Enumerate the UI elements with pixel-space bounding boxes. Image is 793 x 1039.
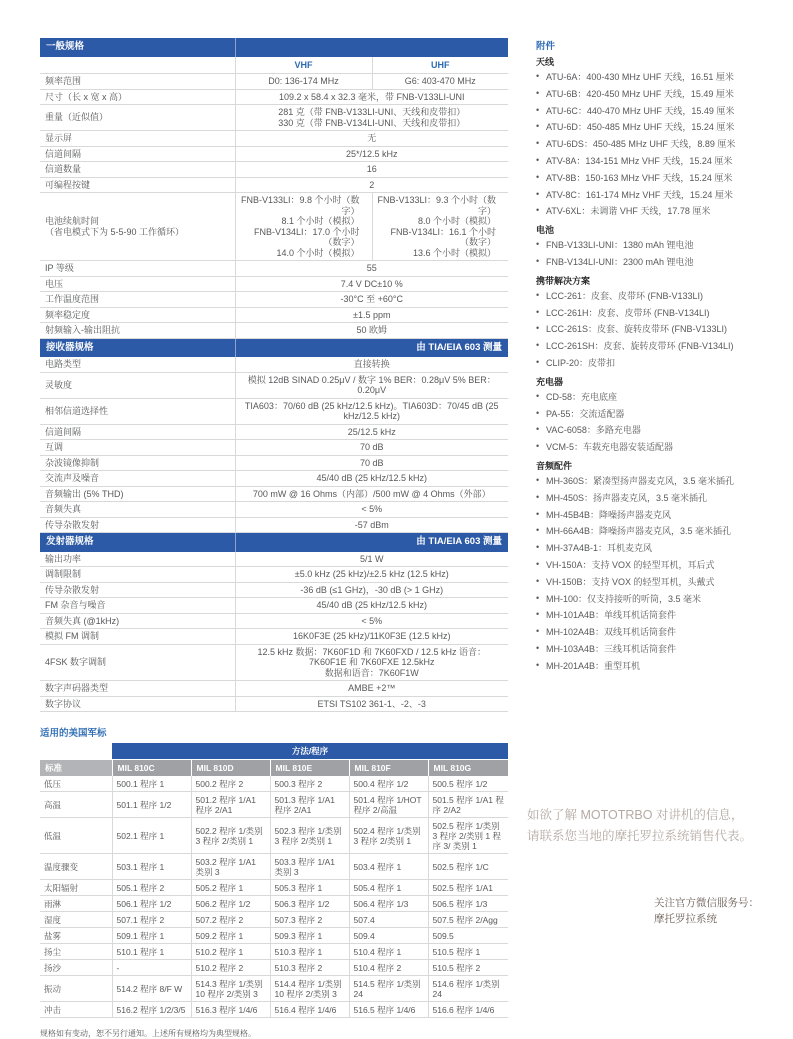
mil-cell: 509.2 程序 1 [191, 928, 270, 944]
bullet-icon: • [536, 542, 540, 553]
accessory-item: • FNB-V134LI-UNI：2300 mAh 锂电池 [536, 255, 694, 267]
mil-row [40, 1002, 508, 1018]
bullet-icon: • [536, 188, 540, 199]
mil-row-label: 太阳辐射 [40, 880, 112, 896]
mil-row [40, 976, 508, 1002]
mil-cell: 507.1 程序 2 [112, 912, 191, 928]
accessories-groups [536, 55, 784, 672]
mil-cell: - [112, 960, 191, 976]
bullet-icon: • [536, 491, 540, 502]
spec-row [40, 323, 508, 339]
spec-row [40, 276, 508, 292]
bullet-icon: • [536, 171, 540, 182]
accessory-item: • MH-100：仅支持接听的听筒，3.5 毫米 [536, 592, 702, 604]
spec-label: 电压 [40, 276, 235, 292]
spec-value: 25/12.5 kHz [235, 424, 508, 440]
spec-value: 45/40 dB (25 kHz/12.5 kHz) [235, 471, 508, 487]
mil-cell: 502.1 程序 1 [112, 818, 191, 854]
mil-cell: 516.5 程序 1/4/6 [349, 1002, 428, 1018]
mil-cell: 510.4 程序 1 [349, 944, 428, 960]
mil-cell: 503.3 程序 1/A1 类别 3 [270, 854, 349, 880]
spec-label: 交流声及噪音 [40, 471, 235, 487]
accessory-item: • FNB-V133LI-UNI：1380 mAh 锂电池 [536, 239, 694, 251]
mil-cell: 514.2 程序 8/F W [112, 976, 191, 1002]
mil-cell: 509.3 程序 1 [270, 928, 349, 944]
spec-label-spacer [40, 57, 235, 74]
section-note: 由 TIA/EIA 603 测量 [235, 338, 508, 357]
spec-row [40, 517, 508, 533]
wechat-line-1: 关注官方微信服务号： [654, 897, 759, 909]
spec-label: 数字声码器类型 [40, 681, 235, 697]
bullet-icon: • [536, 205, 540, 216]
spec-section-header [40, 533, 508, 552]
spec-value: 直接转换 [235, 357, 508, 372]
bullet-icon: • [536, 441, 540, 452]
spec-value: -30°C 至 +60°C [235, 292, 508, 308]
spec-row [40, 598, 508, 614]
spec-value: TIA603：70/60 dB (25 kHz/12.5 kHz)。TIA603D：70/45 dB (25 kHz/12.5 kHz) [235, 398, 508, 424]
mil-cell: 507.4 [349, 912, 428, 928]
spec-label: 信道数量 [40, 162, 235, 178]
spec-row [40, 440, 508, 456]
spec-label: 频率稳定度 [40, 307, 235, 323]
spec-value: 5/1 W [235, 552, 508, 567]
mil-column-header: MIL 810D [191, 760, 270, 777]
accessory-item: • ATV-8B：150-163 MHz VHF 天线，15.24 厘米 [536, 171, 733, 183]
mil-row-label: 高温 [40, 792, 112, 818]
accessory-item: • VH-150B：支持 VOX 的轻型耳机，头戴式 [536, 575, 715, 587]
accessory-group-heading: 音频配件 [536, 460, 573, 471]
spec-row [40, 307, 508, 323]
mil-cell: 502.3 程序 1/类别 3 程序 2/类别 1 [270, 818, 349, 854]
accessory-item: • ATU-6B：420-450 MHz UHF 天线，15.49 厘米 [536, 87, 734, 99]
spec-label: 灵敏度 [40, 372, 235, 398]
column-header: VHF [235, 57, 372, 74]
spec-value: 70 dB [235, 440, 508, 456]
bullet-icon: • [536, 642, 540, 653]
mil-row-label: 温度骤变 [40, 854, 112, 880]
mil-cell: 507.5 程序 2/Agg [428, 912, 508, 928]
mil-cell: 502.5 程序 1/类别 3 程序 2/类别 1 程序 3/ 类别 1 [428, 818, 508, 854]
mil-cell: 509.4 [349, 928, 428, 944]
spec-label: 输出功率 [40, 552, 235, 567]
spec-row [40, 681, 508, 697]
mil-cell: 500.1 程序 1 [112, 776, 191, 792]
spec-label: 音频失真 [40, 502, 235, 518]
accessory-group [536, 223, 784, 268]
spec-row [40, 105, 508, 131]
mil-cell: 501.4 程序 1/HOT 程序 2/高温 [349, 792, 428, 818]
spec-value: < 5% [235, 502, 508, 518]
accessory-item: • MH-103A4B：三线耳机话筒套件 [536, 642, 677, 654]
accessory-item: • VAC-6058：多路充电器 [536, 424, 641, 436]
spec-value: 281 克（带 FNB-V133LI-UNI、天线和皮带扣） 330 克（带 FNB-V134LI-UNI、天线和皮带扣） [235, 105, 508, 131]
spec-row [40, 193, 508, 261]
accessory-item: • ATU-6A：400-430 MHz UHF 天线，16.51 厘米 [536, 71, 734, 82]
mil-row-label: 雨淋 [40, 896, 112, 912]
mil-cell: 509.5 [428, 928, 508, 944]
spec-value: 70 dB [235, 455, 508, 471]
spec-row [40, 89, 508, 105]
accessory-item: • MH-45B4B：降噪扬声器麦克风 [536, 508, 672, 520]
spec-row [40, 629, 508, 645]
mil-cell: 506.4 程序 1/3 [349, 896, 428, 912]
mil-cell: 503.2 程序 1/A1 类别 3 [191, 854, 270, 880]
mil-row [40, 944, 508, 960]
spec-value: 16K0F3E (25 kHz)/11K0F3E (12.5 kHz) [235, 629, 508, 645]
spec-value: 109.2 x 58.4 x 32.3 毫米，带 FNB-V133LI-UNI [235, 89, 508, 105]
section-title: 接收器规格 [40, 338, 235, 357]
spec-label: 信道间隔 [40, 424, 235, 440]
mil-cell: 516.2 程序 1/2/3/5 [112, 1002, 191, 1018]
mil-row [40, 818, 508, 854]
spec-row [40, 455, 508, 471]
mil-cell: 516.6 程序 1/4/6 [428, 1002, 508, 1018]
spec-value: 55 [235, 261, 508, 277]
spec-value: ±5.0 kHz (25 kHz)/±2.5 kHz (12.5 kHz) [235, 567, 508, 583]
mil-cell: 503.1 程序 1 [112, 854, 191, 880]
mil-cell: 514.4 程序 1/类别 10 程序 2/类别 3 [270, 976, 349, 1002]
mil-column-header: MIL 810G [428, 760, 508, 777]
accessory-group [536, 55, 784, 217]
accessory-item: • ATV-6XL：未调谐 VHF 天线，17.78 厘米 [536, 205, 711, 217]
spec-value: 模拟 12dB SINAD 0.25μV / 数字 1% BER：0.28μV 5% BER：0.20μV [235, 372, 508, 398]
mil-row [40, 854, 508, 880]
spec-value: < 5% [235, 613, 508, 629]
mil-cell: 510.2 程序 1 [191, 944, 270, 960]
mil-cell: 505.4 程序 1 [349, 880, 428, 896]
mil-cell: 502.4 程序 1/类别 3 程序 2/类别 1 [349, 818, 428, 854]
mil-cell: 502.5 程序 1/C [428, 854, 508, 880]
bullet-icon: • [536, 121, 540, 132]
spec-label: 可编程按键 [40, 177, 235, 193]
bullet-icon: • [536, 340, 540, 351]
spec-row [40, 357, 508, 372]
mil-cell: 516.3 程序 1/4/6 [191, 1002, 270, 1018]
spec-label: 模拟 FM 调制 [40, 629, 235, 645]
accessory-item: • ATU-6D：450-485 MHz UHF 天线，15.24 厘米 [536, 121, 735, 133]
mil-row-label: 低温 [40, 818, 112, 854]
bullet-icon: • [536, 87, 540, 98]
mil-cell: 500.2 程序 2 [191, 776, 270, 792]
spec-label: 音频失真 (@1kHz) [40, 613, 235, 629]
spec-row [40, 552, 508, 567]
mil-cell: 501.3 程序 1/A1 程序 2/A1 [270, 792, 349, 818]
bullet-icon: • [536, 575, 540, 586]
mil-row-label: 低压 [40, 776, 112, 792]
mil-row [40, 896, 508, 912]
spec-value: 2 [235, 177, 508, 193]
bullet-icon: • [536, 407, 540, 418]
mil-row-label: 冲击 [40, 1002, 112, 1018]
mil-cell: 506.3 程序 1/2 [270, 896, 349, 912]
accessory-group-heading: 电池 [536, 225, 555, 236]
mil-cell: 503.4 程序 1 [349, 854, 428, 880]
mil-corner-blank [40, 743, 112, 760]
spec-label: 重量（近似值） [40, 105, 235, 131]
mil-row [40, 792, 508, 818]
spec-value: ±1.5 ppm [235, 307, 508, 323]
mil-cell: 510.5 程序 1 [428, 944, 508, 960]
promo-line-1: 如欲了解 MOTOTRBO 对讲机的信息， [527, 808, 744, 822]
spec-label: 调制限制 [40, 567, 235, 583]
bullet-icon: • [536, 255, 540, 266]
spec-label: 电池续航时间 （省电模式下为 5-5-90 工作循环） [40, 193, 235, 261]
accessory-item: • PA-55：交流适配器 [536, 407, 625, 419]
mil-row-label: 扬尘 [40, 944, 112, 960]
spec-label: 传导杂散发射 [40, 517, 235, 533]
mil-span-header-row [40, 743, 508, 760]
bullet-icon: • [536, 592, 540, 603]
bullet-icon: • [536, 289, 540, 300]
mil-cell: 514.3 程序 1/类别 10 程序 2/类别 3 [191, 976, 270, 1002]
mil-span-header: 方法/程序 [112, 743, 508, 760]
accessory-group-heading: 充电器 [536, 376, 564, 387]
accessory-item: • MH-360S：紧凑型扬声器麦克风，3.5 毫米插孔 [536, 474, 735, 486]
spec-value: 7.4 V DC±10 % [235, 276, 508, 292]
bullet-icon: • [536, 424, 540, 435]
bullet-icon: • [536, 626, 540, 637]
mil-cell: 505.3 程序 1 [270, 880, 349, 896]
mil-cell: 506.2 程序 1/2 [191, 896, 270, 912]
accessory-item: • LCC-261：皮套、皮带环 (FNB-V133LI) [536, 289, 704, 301]
mil-cell: 505.1 程序 2 [112, 880, 191, 896]
accessory-item: • ATU-6DS：450-485 MHz UHF 天线，8.89 厘米 [536, 138, 736, 150]
spec-label: 工作温度范围 [40, 292, 235, 308]
mil-cell: 500.4 程序 1/2 [349, 776, 428, 792]
bullet-icon: • [536, 474, 540, 485]
accessory-group-heading: 天线 [536, 57, 555, 67]
accessories-title: 附件 [536, 41, 556, 52]
spec-value: 45/40 dB (25 kHz/12.5 kHz) [235, 598, 508, 614]
mil-column-header: MIL 810F [349, 760, 428, 777]
spec-label: 4FSK 数字调制 [40, 644, 235, 681]
spec-label: 杂波镜像抑制 [40, 455, 235, 471]
spec-label: 音频输出 (5% THD) [40, 486, 235, 502]
bullet-icon: • [536, 306, 540, 317]
mil-cell: 501.5 程序 1/A1 程序 2/A2 [428, 792, 508, 818]
accessory-item: • VCM-5：车载充电器安装适配器 [536, 441, 674, 453]
mil-column-header: MIL 810C [112, 760, 191, 777]
spec-column-header-row [40, 57, 508, 74]
spec-label: 相邻信道选择性 [40, 398, 235, 424]
spec-row [40, 398, 508, 424]
accessory-item: • ATV-8C：161-174 MHz VHF 天线，15.24 厘米 [536, 188, 733, 200]
promo-line-2: 请联系您当地的摩托罗拉系统销售代表。 [527, 828, 753, 843]
mil-row-label: 振动 [40, 976, 112, 1002]
spec-label: 显示屏 [40, 131, 235, 147]
wechat-line-2: 摩托罗拉系统 [654, 912, 717, 925]
spec-row [40, 471, 508, 487]
accessory-group [536, 459, 784, 672]
spec-value: G6: 403-470 MHz [372, 74, 508, 90]
spec-value: FNB-V133LI：9.3 个小时（数字） 8.0 个小时（模拟） FNB-V134LI：16.1 个小时（数字） 13.6 个小时（模拟） [372, 193, 508, 261]
mil-cell: 507.3 程序 2 [270, 912, 349, 928]
accessory-item: • MH-450S：扬声器麦克风，3.5 毫米插孔 [536, 491, 708, 503]
accessory-item: • LCC-261S：皮套、旋转皮带环 (FNB-V133LI) [536, 323, 728, 335]
accessory-group-heading: 携带解决方案 [536, 275, 591, 286]
spec-row [40, 177, 508, 193]
spec-value: 700 mW @ 16 Ohms（内部）/500 mW @ 4 Ohms（外部） [235, 486, 508, 502]
bullet-icon: • [536, 609, 540, 620]
spec-row [40, 372, 508, 398]
accessory-item: • MH-66A4B：降噪扬声器麦克风，3.5 毫米插孔 [536, 525, 732, 537]
spec-section-header [40, 38, 508, 57]
mil-cell: 510.3 程序 1 [270, 944, 349, 960]
accessory-item: • LCC-261H：皮套、皮带环 (FNB-V134LI) [536, 306, 710, 318]
spec-value: FNB-V133LI：9.8 个小时（数字） 8.1 个小时（模拟） FNB-V134LI：17.0 个小时（数字） 14.0 个小时（模拟） [235, 193, 372, 261]
spec-footnote: 规格如有变动，恕不另行通知。上述所有规格均为典型规格。 [40, 1029, 256, 1038]
mil-cell: 501.1 程序 1/2 [112, 792, 191, 818]
bullet-icon: • [536, 138, 540, 149]
bullet-icon: • [536, 558, 540, 569]
mil-cell: 510.2 程序 2 [191, 960, 270, 976]
section-note [235, 38, 508, 57]
mil-column-header: MIL 810E [270, 760, 349, 777]
spec-row [40, 644, 508, 681]
mil-cell: 500.3 程序 2 [270, 776, 349, 792]
spec-label: 互调 [40, 440, 235, 456]
mil-cell: 501.2 程序 1/A1 程序 2/A1 [191, 792, 270, 818]
spec-value: D0: 136-174 MHz [235, 74, 372, 90]
accessory-item: • CD-58：充电底座 [536, 390, 618, 402]
column-header: UHF [372, 57, 508, 74]
spec-row [40, 696, 508, 712]
mil-cell: 510.3 程序 2 [270, 960, 349, 976]
mil-cell: 502.5 程序 1/A1 [428, 880, 508, 896]
accessory-item: • MH-102A4B：双线耳机话筒套件 [536, 626, 677, 638]
mil-cell: 514.5 程序 1/类别 24 [349, 976, 428, 1002]
spec-section-header [40, 338, 508, 357]
accessory-item: • MH-37A4B-1：耳机麦克风 [536, 542, 653, 554]
spec-row [40, 131, 508, 147]
mil-cell: 509.1 程序 1 [112, 928, 191, 944]
spec-value: 25*/12.5 kHz [235, 146, 508, 162]
spec-value: 12.5 kHz 数据：7K60F1D 和 7K60FXD / 12.5 kHz 语音：7K60F1E 和 7K60FXE 12.5kHz 数据和语音：7K60F1W [235, 644, 508, 681]
bullet-icon: • [536, 659, 540, 670]
mil-cell: 510.5 程序 2 [428, 960, 508, 976]
spec-label: 传导杂散发射 [40, 582, 235, 598]
accessory-item: • ATU-6C：440-470 MHz UHF 天线，15.49 厘米 [536, 104, 735, 116]
bullet-icon: • [536, 239, 540, 250]
spec-value: 16 [235, 162, 508, 178]
mil-cell: 516.4 程序 1/4/6 [270, 1002, 349, 1018]
bullet-icon: • [536, 356, 540, 367]
mil-cell: 510.4 程序 2 [349, 960, 428, 976]
spec-row [40, 261, 508, 277]
spec-tables-column [40, 38, 508, 1039]
spec-row [40, 613, 508, 629]
mil-corner-header: 标准 [40, 760, 112, 777]
mil-cell: 507.2 程序 2 [191, 912, 270, 928]
accessory-group [536, 375, 784, 453]
wechat-note [654, 896, 759, 928]
mil-cell: 505.2 程序 1 [191, 880, 270, 896]
section-note: 由 TIA/EIA 603 测量 [235, 533, 508, 552]
spec-value: 50 欧姆 [235, 323, 508, 339]
bullet-icon: • [536, 390, 540, 401]
mil-row [40, 960, 508, 976]
promo-text [527, 805, 789, 846]
bullet-icon: • [536, 154, 540, 165]
spec-row [40, 567, 508, 583]
section-title: 一般规格 [40, 38, 235, 57]
spec-value: 无 [235, 131, 508, 147]
accessories-sidebar [536, 38, 784, 678]
bullet-icon: • [536, 525, 540, 536]
mil-cell: 510.1 程序 1 [112, 944, 191, 960]
mil-table-title: 适用的美国军标 [40, 728, 107, 739]
spec-row [40, 146, 508, 162]
mil-row [40, 776, 508, 792]
spec-row [40, 582, 508, 598]
bullet-icon: • [536, 323, 540, 334]
accessory-group [536, 274, 784, 369]
spec-label: 频率范围 [40, 74, 235, 90]
mil-cell: 514.6 程序 1/类别 24 [428, 976, 508, 1002]
accessory-item: • VH-150A：支持 VOX 的轻型耳机，耳后式 [536, 558, 715, 570]
bullet-icon: • [536, 104, 540, 115]
spec-value: -36 dB (≤1 GHz)，-30 dB (> 1 GHz) [235, 582, 508, 598]
mil-standards-table [40, 743, 508, 1018]
spec-label: 电路类型 [40, 357, 235, 372]
spec-label: 数字协议 [40, 696, 235, 712]
accessory-item: • LCC-261SH：皮套、旋转皮带环 (FNB-V134LI) [536, 340, 734, 352]
accessory-item: • MH-201A4B：重型耳机 [536, 659, 641, 671]
mil-column-header-row [40, 760, 508, 777]
section-title: 发射器规格 [40, 533, 235, 552]
spec-row [40, 502, 508, 518]
bullet-icon: • [536, 508, 540, 519]
mil-cell: 502.2 程序 1/类别 3 程序 2/类别 1 [191, 818, 270, 854]
spec-row [40, 424, 508, 440]
spec-row [40, 292, 508, 308]
mil-row-label: 盐雾 [40, 928, 112, 944]
mil-row [40, 880, 508, 896]
mil-row [40, 912, 508, 928]
spec-value: -57 dBm [235, 517, 508, 533]
spec-label: FM 杂音与噪音 [40, 598, 235, 614]
spec-row [40, 486, 508, 502]
spec-row [40, 162, 508, 178]
spec-table [40, 38, 508, 712]
accessory-item: • ATV-8A：134-151 MHz VHF 天线，15.24 厘米 [536, 154, 733, 166]
accessory-item: • MH-101A4B：单线耳机话筒套件 [536, 609, 677, 621]
spec-row [40, 74, 508, 90]
spec-value: ETSI TS102 361-1、-2、-3 [235, 696, 508, 712]
mil-cell: 506.5 程序 1/3 [428, 896, 508, 912]
mil-cell: 506.1 程序 1/2 [112, 896, 191, 912]
mil-row-label: 扬沙 [40, 960, 112, 976]
spec-label: IP 等级 [40, 261, 235, 277]
mil-row-label: 湿度 [40, 912, 112, 928]
accessory-item: • CLIP-20：皮带扣 [536, 356, 616, 368]
bullet-icon: • [536, 71, 540, 81]
spec-value: AMBE +2™ [235, 681, 508, 697]
spec-label: 射频输入-输出阻抗 [40, 323, 235, 339]
spec-label: 尺寸（长 x 宽 x 高） [40, 89, 235, 105]
mil-cell: 500.5 程序 1/2 [428, 776, 508, 792]
spec-label: 信道间隔 [40, 146, 235, 162]
